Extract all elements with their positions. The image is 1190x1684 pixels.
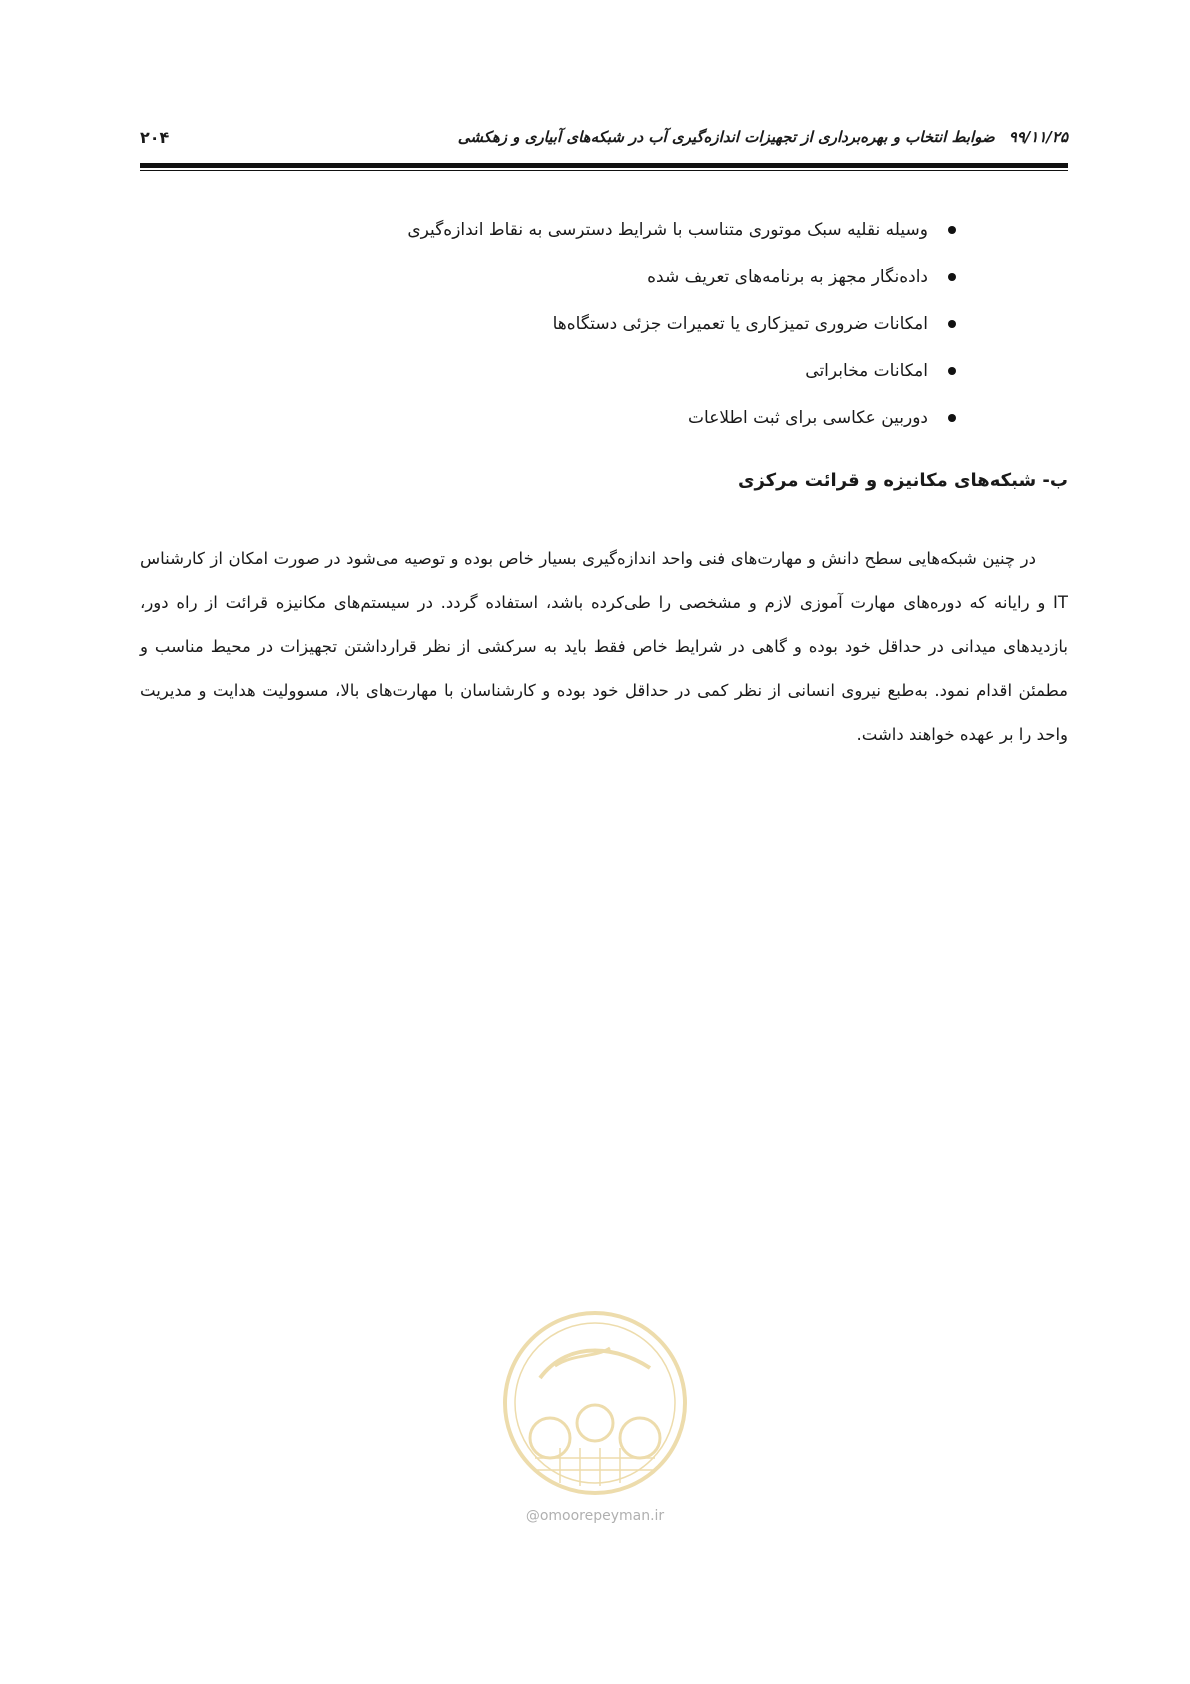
watermark-caption: @omoorepeyman.ir [525,1508,665,1524]
bullet-icon [948,414,956,422]
bullet-icon [948,367,956,375]
running-title [458,128,1068,146]
bullet-icon [948,273,956,281]
header-rule-thick [140,163,1068,168]
list-item: دوربین عکاسی برای ثبت اطلاعات [140,404,1068,451]
section-heading: ب- شبکه‌های مکانیزه و قرائت مرکزی [737,470,1068,491]
page-header [140,128,1068,160]
equipment-list [140,216,1068,451]
page-number: ۲۰۴ [140,128,170,147]
list-item: وسیله نقلیه سبک موتوری متناسب با شرایط دسترسی به نقاط اندازه‌گیری [140,216,1068,263]
list-item: امکانات ضروری تمیزکاری یا تعمیرات جزئی دستگاه‌ها [140,310,1068,357]
list-item: داده‌نگار مجهز به برنامه‌های تعریف شده [140,263,1068,310]
watermark-logo-icon [500,1308,690,1498]
body-paragraph: در چنین شبکه‌هایی سطح دانش و مهارت‌های فنی واحد اندازه‌گیری بسیار خاص بوده و توصیه می‌شود در صورت امکان از کارشناس IT و رایانه که دوره‌های مهارت آموزی لازم و مشخصی را طی‌کرده باشد، استفاده گردد. در سیستم‌های مکانیزه قرائت از راه دور، بازدیدهای میدانی در حداقل خود بوده و گاهی در شرایط خاص فقط باید به سرکشی از نظر قرارداشتن تجهیزات در محیط مناسب و مطمئن اقدام نمود. به‌طبع نیروی انسانی از نظر کمی در حداقل خود بوده و کارشناسان با مهارت‌های بالا، مسوولیت هدایت و مدیریت واحد را بر عهده خواهند داشت. [140,548,1068,744]
bullet-icon [948,226,956,234]
header-rule-thin [140,170,1068,171]
header-date: ۹۹/۱۱/۲۵ [1008,128,1068,146]
list-item: امکانات مخابراتی [140,357,1068,404]
header-title: ضوابط انتخاب و بهره‌برداری از تجهیزات اندازه‌گیری آب در شبکه‌های آبیاری و زهکشی [457,128,995,146]
bullet-icon [948,320,956,328]
